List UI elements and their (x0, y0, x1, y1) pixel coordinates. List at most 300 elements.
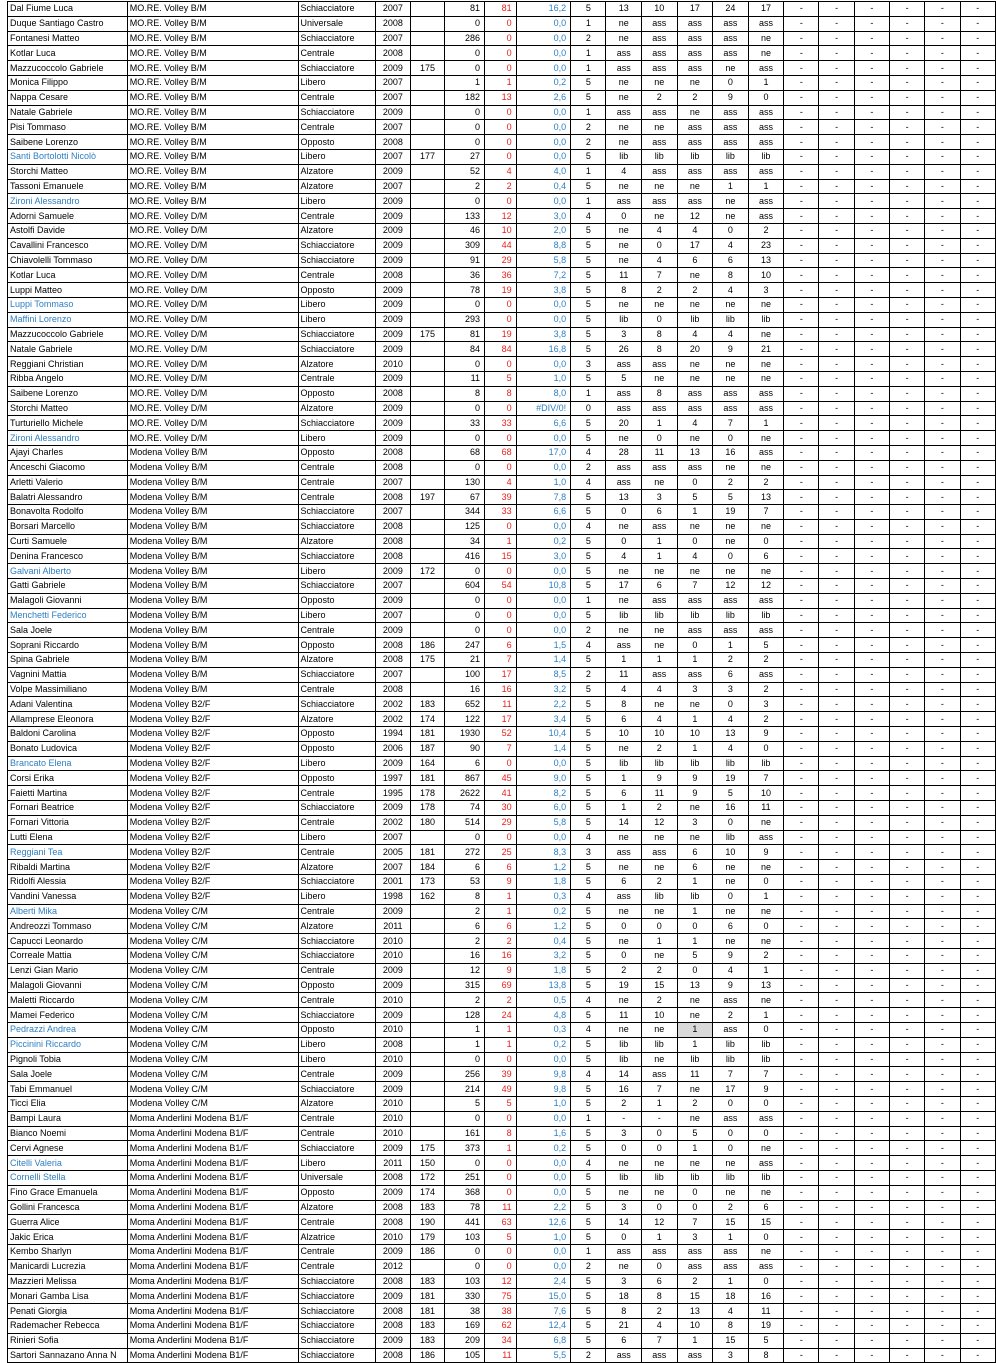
cell-c16: - (854, 623, 889, 638)
cell-c10: ass (642, 460, 678, 475)
table-row (8, 120, 996, 135)
cell-c7: 1,8 (516, 963, 571, 978)
cell-c9: 26 (606, 342, 642, 357)
cell-c10: 7 (642, 268, 678, 283)
cell-c15: - (819, 1156, 854, 1171)
cell-c16: - (854, 993, 889, 1008)
cell-c19: - (960, 771, 995, 786)
cell-c14: - (784, 564, 819, 579)
cell-c17: - (890, 934, 925, 949)
cell-c19: - (960, 238, 995, 253)
cell-c12: 16 (713, 801, 749, 816)
cell-c10: ne (642, 179, 678, 194)
cell-c13: 2 (748, 712, 784, 727)
cell-c17: - (890, 283, 925, 298)
cell-c5: 0 (445, 564, 485, 579)
cell-c16: - (854, 1096, 889, 1111)
cell-c5: 67 (445, 490, 485, 505)
cell-height: 183 (410, 1274, 445, 1289)
cell-c6: 0 (485, 46, 517, 61)
cell-role: Opposto (298, 283, 376, 298)
cell-c6: 0 (485, 1111, 517, 1126)
cell-name: Cornelli Stella (8, 1170, 128, 1185)
cell-c5: 161 (445, 1126, 485, 1141)
cell-c10: 0 (642, 1259, 678, 1274)
cell-c10: ne (642, 120, 678, 135)
cell-c12: 4 (713, 283, 749, 298)
cell-c18: - (925, 1156, 960, 1171)
cell-c6: 1 (485, 1022, 517, 1037)
cell-c17: - (890, 1022, 925, 1037)
cell-c18: - (925, 653, 960, 668)
cell-c6: 0 (485, 1244, 517, 1259)
table-row (8, 919, 996, 934)
cell-c13: 10 (748, 786, 784, 801)
cell-c19: - (960, 1274, 995, 1289)
cell-c9: ne (606, 860, 642, 875)
cell-c14: - (784, 1111, 819, 1126)
cell-year: 2007 (376, 579, 411, 594)
cell-c18: - (925, 120, 960, 135)
cell-c8: 2 (571, 460, 606, 475)
cell-role: Schiacciatore (298, 801, 376, 816)
cell-year: 2008 (376, 519, 411, 534)
cell-c14: - (784, 312, 819, 327)
cell-c16: - (854, 875, 889, 890)
table-row (8, 623, 996, 638)
cell-c6: 1 (485, 889, 517, 904)
cell-c9: 3 (606, 1200, 642, 1215)
cell-name: Luppi Matteo (8, 283, 128, 298)
cell-c19: - (960, 1348, 995, 1363)
cell-c17: - (890, 1067, 925, 1082)
cell-c15: - (819, 46, 854, 61)
cell-name: Vandini Vanessa (8, 889, 128, 904)
cell-name: Bianco Noemi (8, 1126, 128, 1141)
cell-c17: - (890, 608, 925, 623)
cell-c5: 0 (445, 16, 485, 31)
cell-c19: - (960, 1304, 995, 1319)
cell-c18: - (925, 564, 960, 579)
cell-c7: 0,0 (516, 1185, 571, 1200)
cell-c18: - (925, 164, 960, 179)
cell-c17: - (890, 16, 925, 31)
cell-name: Cavallini Francesco (8, 238, 128, 253)
cell-c7: 7,2 (516, 268, 571, 283)
cell-team: Modena Volley C/M (127, 1052, 298, 1067)
cell-c9: 8 (606, 283, 642, 298)
cell-c10: 2 (642, 801, 678, 816)
cell-c10: 6 (642, 1274, 678, 1289)
cell-c15: - (819, 904, 854, 919)
cell-team: Modena Volley B2/F (127, 860, 298, 875)
cell-c11: 1 (677, 875, 713, 890)
cell-c6: 5 (485, 1230, 517, 1245)
cell-team: Modena Volley B2/F (127, 815, 298, 830)
cell-c8: 1 (571, 105, 606, 120)
cell-c18: - (925, 860, 960, 875)
cell-c6: 0 (485, 460, 517, 475)
cell-c15: - (819, 2, 854, 17)
cell-c6: 0 (485, 519, 517, 534)
cell-c14: - (784, 120, 819, 135)
cell-height (410, 16, 445, 31)
cell-c8: 5 (571, 860, 606, 875)
cell-c11: ne (677, 1082, 713, 1097)
cell-c13: 17 (748, 2, 784, 17)
cell-team: Modena Volley B2/F (127, 830, 298, 845)
cell-team: MO.RE. Volley D/M (127, 386, 298, 401)
cell-height (410, 963, 445, 978)
cell-c12: 15 (713, 1215, 749, 1230)
cell-c8: 5 (571, 771, 606, 786)
cell-c16: - (854, 564, 889, 579)
cell-c16: - (854, 978, 889, 993)
cell-c8: 2 (571, 667, 606, 682)
cell-team: MO.RE. Volley B/M (127, 2, 298, 17)
cell-c17: - (890, 194, 925, 209)
cell-c19: - (960, 667, 995, 682)
cell-c7: 3,2 (516, 682, 571, 697)
cell-c13: 9 (748, 1082, 784, 1097)
cell-c12: ne (713, 371, 749, 386)
cell-height (410, 445, 445, 460)
cell-c18: - (925, 61, 960, 76)
cell-c5: 416 (445, 549, 485, 564)
cell-c11: 13 (677, 445, 713, 460)
cell-name: Dal Fiume Luca (8, 2, 128, 17)
cell-c8: 4 (571, 209, 606, 224)
cell-c7: 6,6 (516, 505, 571, 520)
cell-c17: - (890, 61, 925, 76)
cell-c17: - (890, 667, 925, 682)
cell-c14: - (784, 223, 819, 238)
cell-c15: - (819, 860, 854, 875)
cell-c8: 5 (571, 919, 606, 934)
cell-c16: - (854, 653, 889, 668)
cell-c15: - (819, 371, 854, 386)
cell-c6: 4 (485, 164, 517, 179)
cell-c14: - (784, 238, 819, 253)
cell-c12: 24 (713, 2, 749, 17)
cell-c11: 15 (677, 1289, 713, 1304)
cell-c13: 0 (748, 1274, 784, 1289)
cell-c9: 8 (606, 1304, 642, 1319)
cell-c7: 6,0 (516, 801, 571, 816)
cell-team: Modena Volley B2/F (127, 786, 298, 801)
cell-c5: 0 (445, 623, 485, 638)
cell-c12: 1 (713, 1274, 749, 1289)
cell-c6: 1 (485, 1141, 517, 1156)
cell-c12: ass (713, 1259, 749, 1274)
cell-team: Modena Volley C/M (127, 1037, 298, 1052)
cell-c8: 4 (571, 445, 606, 460)
cell-c7: 9,8 (516, 1082, 571, 1097)
cell-c14: - (784, 505, 819, 520)
cell-height (410, 1111, 445, 1126)
cell-c8: 5 (571, 505, 606, 520)
cell-name: Baldoni Carolina (8, 727, 128, 742)
cell-height (410, 949, 445, 964)
cell-c16: - (854, 1156, 889, 1171)
cell-c17: - (890, 727, 925, 742)
cell-c5: 34 (445, 534, 485, 549)
cell-c7: 0,2 (516, 1037, 571, 1052)
cell-team: Modena Volley C/M (127, 1067, 298, 1082)
cell-year: 2002 (376, 815, 411, 830)
cell-year: 2009 (376, 312, 411, 327)
cell-year: 2008 (376, 46, 411, 61)
cell-c18: - (925, 253, 960, 268)
cell-height (410, 934, 445, 949)
cell-c10: ne (642, 949, 678, 964)
cell-c7: 0,0 (516, 593, 571, 608)
cell-c13: 12 (748, 579, 784, 594)
cell-c17: - (890, 697, 925, 712)
cell-c15: - (819, 120, 854, 135)
cell-c14: - (784, 61, 819, 76)
cell-c12: 0 (713, 223, 749, 238)
cell-c15: - (819, 149, 854, 164)
cell-c12: 12 (713, 579, 749, 594)
cell-c18: - (925, 830, 960, 845)
cell-c9: 6 (606, 875, 642, 890)
cell-c9: 20 (606, 416, 642, 431)
cell-c16: - (854, 549, 889, 564)
cell-team: MO.RE. Volley B/M (127, 179, 298, 194)
cell-c11: 0 (677, 919, 713, 934)
cell-c18: - (925, 1348, 960, 1363)
cell-team: Moma Anderlini Modena B1/F (127, 1111, 298, 1126)
cell-c18: - (925, 1200, 960, 1215)
cell-c15: - (819, 505, 854, 520)
cell-c7: 0,0 (516, 608, 571, 623)
table-row (8, 209, 996, 224)
cell-c6: 0 (485, 312, 517, 327)
cell-c15: - (819, 1141, 854, 1156)
table-row (8, 801, 996, 816)
cell-c7: 3,8 (516, 327, 571, 342)
cell-c5: 0 (445, 194, 485, 209)
cell-role: Schiacciatore (298, 1082, 376, 1097)
cell-team: Modena Volley B/M (127, 593, 298, 608)
cell-team: MO.RE. Volley B/M (127, 164, 298, 179)
cell-c10: ne (642, 1022, 678, 1037)
cell-height: 183 (410, 1318, 445, 1333)
cell-role: Schiacciatore (298, 549, 376, 564)
cell-name: Cervi Agnese (8, 1141, 128, 1156)
cell-c19: - (960, 638, 995, 653)
cell-year: 2008 (376, 1304, 411, 1319)
cell-c10: 1 (642, 653, 678, 668)
cell-c7: 0,0 (516, 431, 571, 446)
cell-c11: ne (677, 830, 713, 845)
cell-c7: 8,5 (516, 667, 571, 682)
cell-c11: ass (677, 46, 713, 61)
cell-name: Brancato Elena (8, 756, 128, 771)
cell-c6: 81 (485, 2, 517, 17)
cell-c6: 0 (485, 61, 517, 76)
roster-table (7, 1, 996, 1363)
cell-name: Sala Joele (8, 623, 128, 638)
cell-c14: - (784, 179, 819, 194)
cell-c6: 19 (485, 327, 517, 342)
cell-name: Maletti Riccardo (8, 993, 128, 1008)
cell-c15: - (819, 579, 854, 594)
cell-c15: - (819, 1022, 854, 1037)
cell-c10: ass (642, 46, 678, 61)
cell-c14: - (784, 342, 819, 357)
cell-role: Opposto (298, 771, 376, 786)
cell-c12: ne (713, 61, 749, 76)
cell-c13: ass (748, 164, 784, 179)
cell-c18: - (925, 194, 960, 209)
cell-c18: - (925, 741, 960, 756)
cell-c10: ne (642, 564, 678, 579)
cell-name: Nappa Cesare (8, 90, 128, 105)
cell-c13: 2 (748, 682, 784, 697)
cell-c9: 0 (606, 1141, 642, 1156)
cell-c14: - (784, 830, 819, 845)
cell-c17: - (890, 179, 925, 194)
cell-c7: 12,6 (516, 1215, 571, 1230)
cell-c19: - (960, 1082, 995, 1097)
cell-c12: ass (713, 401, 749, 416)
cell-c14: - (784, 490, 819, 505)
cell-c14: - (784, 1333, 819, 1348)
cell-c14: - (784, 268, 819, 283)
table-row (8, 653, 996, 668)
cell-c10: lib (642, 1037, 678, 1052)
cell-c5: 214 (445, 1082, 485, 1097)
cell-c5: 125 (445, 519, 485, 534)
cell-c19: - (960, 756, 995, 771)
cell-c8: 1 (571, 386, 606, 401)
cell-c14: - (784, 75, 819, 90)
cell-c7: 4,8 (516, 1008, 571, 1023)
cell-c6: 68 (485, 445, 517, 460)
cell-c12: 18 (713, 1289, 749, 1304)
cell-c9: 8 (606, 697, 642, 712)
cell-c8: 1 (571, 61, 606, 76)
cell-c17: - (890, 549, 925, 564)
cell-c11: ne (677, 801, 713, 816)
cell-c12: ne (713, 875, 749, 890)
cell-c17: - (890, 1008, 925, 1023)
cell-c11: ass (677, 31, 713, 46)
cell-role: Schiacciatore (298, 1333, 376, 1348)
cell-name: Kembo Sharlyn (8, 1244, 128, 1259)
cell-c9: 3 (606, 1126, 642, 1141)
cell-c6: 0 (485, 401, 517, 416)
cell-year: 2010 (376, 1126, 411, 1141)
cell-name: Luppi Tommaso (8, 297, 128, 312)
cell-c11: 4 (677, 416, 713, 431)
cell-year: 2009 (376, 1067, 411, 1082)
cell-c19: - (960, 727, 995, 742)
cell-c5: 2622 (445, 786, 485, 801)
cell-c11: 5 (677, 1126, 713, 1141)
cell-c13: 2 (748, 949, 784, 964)
cell-c19: - (960, 505, 995, 520)
cell-c7: 3,8 (516, 283, 571, 298)
cell-c16: - (854, 401, 889, 416)
cell-c9: 13 (606, 2, 642, 17)
cell-c6: 33 (485, 505, 517, 520)
cell-c6: 0 (485, 16, 517, 31)
table-row (8, 1348, 996, 1363)
cell-role: Centrale (298, 268, 376, 283)
cell-year: 2009 (376, 238, 411, 253)
cell-height: 181 (410, 1289, 445, 1304)
cell-role: Centrale (298, 475, 376, 490)
cell-c16: - (854, 120, 889, 135)
cell-height: 187 (410, 741, 445, 756)
cell-c10: ass (642, 593, 678, 608)
cell-c10: 0 (642, 1126, 678, 1141)
cell-c18: - (925, 623, 960, 638)
cell-height (410, 667, 445, 682)
cell-c5: 68 (445, 445, 485, 460)
cell-c19: - (960, 1096, 995, 1111)
cell-c7: 8,2 (516, 786, 571, 801)
cell-c11: ne (677, 1156, 713, 1171)
cell-c5: 16 (445, 949, 485, 964)
cell-year: 2006 (376, 741, 411, 756)
cell-c11: lib (677, 1170, 713, 1185)
cell-c11: ne (677, 519, 713, 534)
cell-c9: ass (606, 386, 642, 401)
cell-c7: 0,0 (516, 1052, 571, 1067)
cell-role: Libero (298, 1156, 376, 1171)
cell-team: MO.RE. Volley D/M (127, 401, 298, 416)
cell-height (410, 919, 445, 934)
cell-c18: - (925, 579, 960, 594)
cell-height (410, 179, 445, 194)
cell-name: Rademacher Rebecca (8, 1318, 128, 1333)
cell-year: 2009 (376, 1185, 411, 1200)
cell-c13: ne (748, 431, 784, 446)
cell-team: Moma Anderlini Modena B1/F (127, 1348, 298, 1363)
cell-c8: 5 (571, 342, 606, 357)
cell-c7: 0,0 (516, 120, 571, 135)
cell-c19: - (960, 90, 995, 105)
cell-year: 2011 (376, 919, 411, 934)
cell-c14: - (784, 1230, 819, 1245)
cell-c10: 2 (642, 875, 678, 890)
cell-c13: 15 (748, 1215, 784, 1230)
cell-c11: lib (677, 312, 713, 327)
cell-c8: 5 (571, 786, 606, 801)
cell-c19: - (960, 46, 995, 61)
cell-role: Libero (298, 149, 376, 164)
cell-c8: 5 (571, 90, 606, 105)
cell-year: 2008 (376, 1215, 411, 1230)
cell-c18: - (925, 963, 960, 978)
cell-c9: lib (606, 1170, 642, 1185)
cell-c19: - (960, 860, 995, 875)
cell-c8: 4 (571, 889, 606, 904)
cell-c12: 5 (713, 786, 749, 801)
cell-c8: 5 (571, 149, 606, 164)
cell-c9: ne (606, 564, 642, 579)
cell-c6: 4 (485, 475, 517, 490)
cell-c11: ne (677, 105, 713, 120)
cell-c19: - (960, 904, 995, 919)
cell-c6: 0 (485, 623, 517, 638)
cell-c7: 7,6 (516, 1304, 571, 1319)
cell-c5: 16 (445, 682, 485, 697)
